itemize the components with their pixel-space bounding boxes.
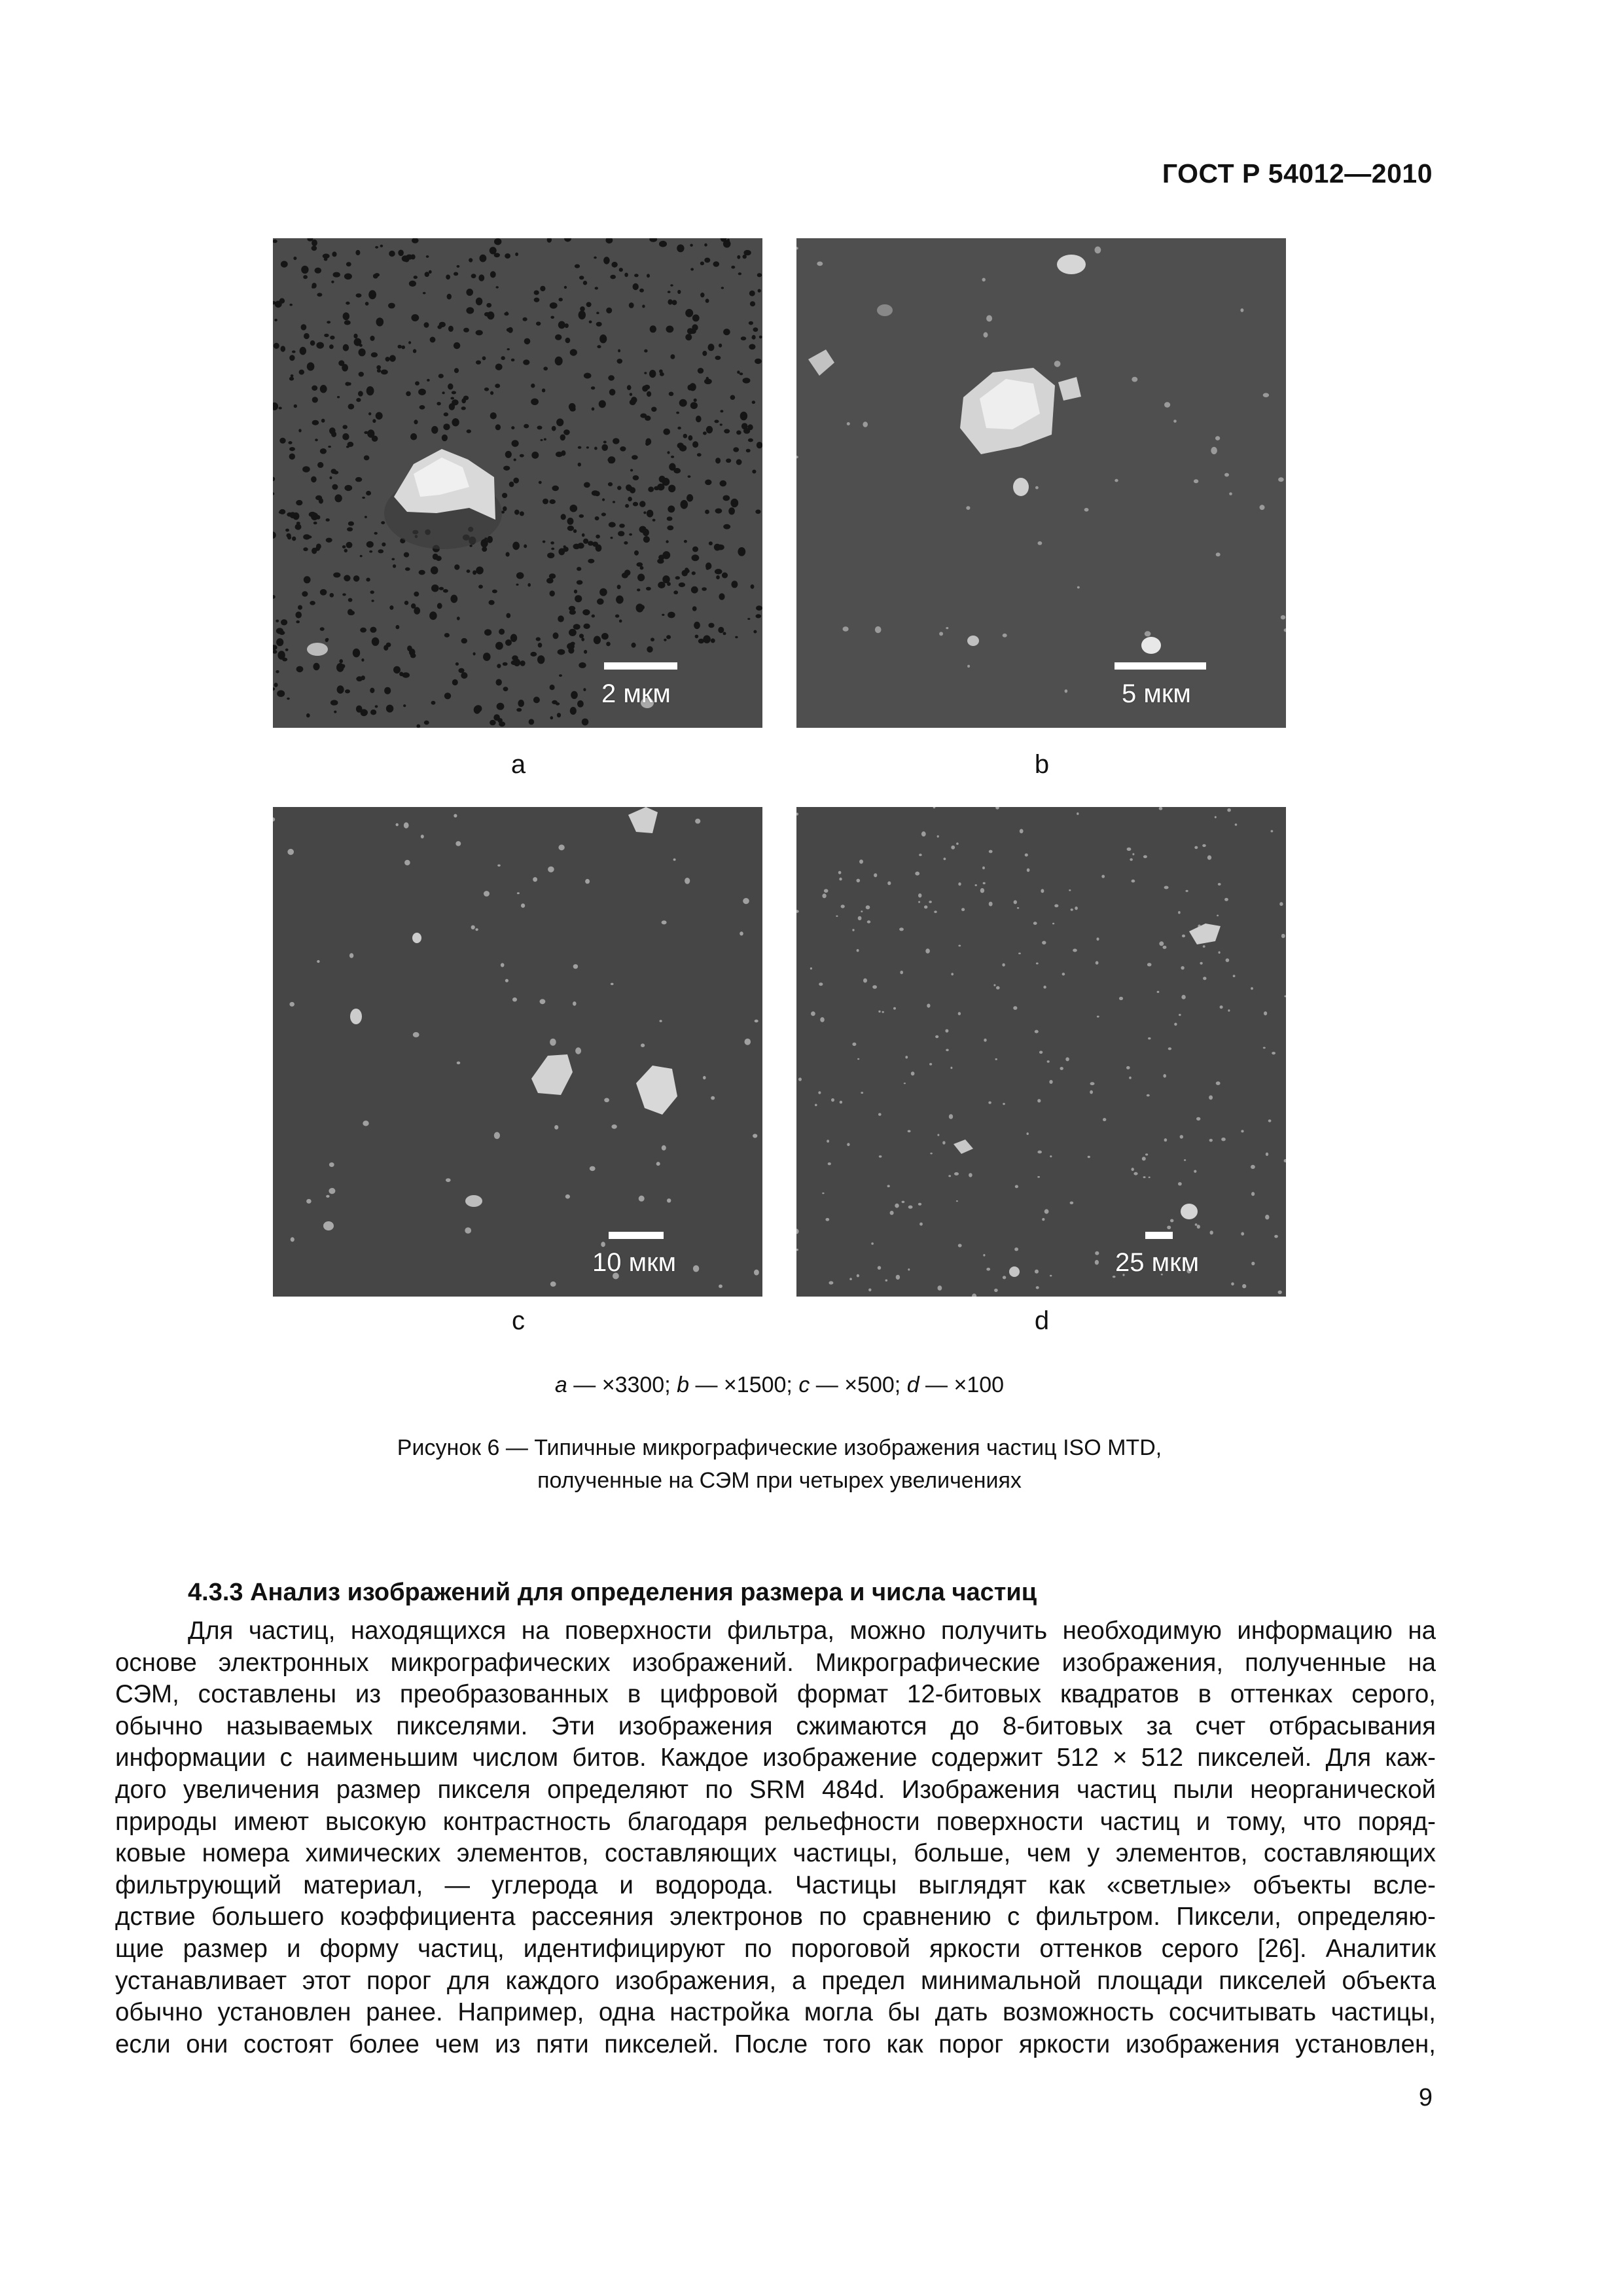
figure-caption-line1: Рисунок 6 — Типичные микрографические изображения частиц ISO MTD, xyxy=(397,1435,1162,1460)
page-number: 9 xyxy=(1418,2084,1433,2111)
micrograph-c-image xyxy=(273,807,762,1297)
figure-caption-line2: полученные на СЭМ при четырех увеличениях xyxy=(537,1468,1022,1493)
micrograph-c xyxy=(273,807,762,1297)
paragraph-line: обычно установлен ранее. Например, одна настройка могла бы дать возможность сосчитывать частицы, xyxy=(115,1998,1436,2027)
scale-bar-a xyxy=(604,662,677,670)
scale-label-a: 2 мкм xyxy=(601,679,671,708)
mag-a-value: — ×3300; xyxy=(567,1372,677,1397)
panel-label-c: c xyxy=(512,1306,525,1335)
micrograph-b-image xyxy=(796,238,1286,728)
paragraph-line: информации с наименьшим числом битов. Каждое изображение содержит 512 × 512 пикселей. Для каж- xyxy=(115,1744,1436,1772)
figure-caption xyxy=(273,1431,1286,1497)
mag-b-value: — ×1500; xyxy=(689,1372,799,1397)
micrograph-d xyxy=(796,807,1286,1297)
paragraph-line: основе электронных микрографических изображений. Микрографические изображения, полученные на xyxy=(115,1648,1436,1677)
paragraph-line: ковые номера химических элементов, составляющих частицы, больше, чем у элементов, составляющих xyxy=(115,1839,1436,1868)
micrograph-a xyxy=(273,238,762,728)
paragraph-line: СЭМ, составлены из преобразованных в цифровой формат 12-битовых квадратов в оттенках серого, xyxy=(115,1680,1436,1709)
paragraph-line: устанавливает этот порог для каждого изображения, а предел минимальной площади пикселей объекта xyxy=(115,1966,1436,1995)
scale-bar-b xyxy=(1115,662,1206,670)
section-title: Анализ изображений для определения размера и числа частиц xyxy=(250,1579,1037,1606)
micrograph-d-image xyxy=(796,807,1286,1297)
paragraph-line: если они состоят более чем из пяти пикселей. После того как порог яркости изображения установлен, xyxy=(115,2030,1436,2058)
paragraph-line: природы имеют высокую контрастность благодаря рельефности поверхности частиц и тому, что поряд- xyxy=(115,1807,1436,1836)
micrograph-a-image xyxy=(273,238,762,728)
micrograph-b xyxy=(796,238,1286,728)
paragraph-line: Для частиц, находящихся на поверхности фильтра, можно получить необходимую информацию на xyxy=(188,1617,1436,1645)
mag-d-letter: d xyxy=(906,1372,919,1397)
scale-label-d: 25 мкм xyxy=(1115,1248,1200,1277)
paragraph-line: обычно называемых пикселями. Эти изображения сжимаются до 8-битовых за счет отбрасывания xyxy=(115,1712,1436,1740)
standard-header: ГОСТ Р 54012—2010 xyxy=(1162,158,1433,188)
mag-b-letter: b xyxy=(677,1372,690,1397)
paragraph-line: дствие большего коэффициента рассеяния электронов по сравнению с фильтром. Пиксели, определяю- xyxy=(115,1903,1436,1931)
paragraph-line: дого увеличения размер пикселя определяют по SRM 484d. Изображения частиц пыли неорганической xyxy=(115,1775,1436,1804)
paragraph-line: фильтрующий материал, — углерода и водорода. Частицы выглядят как «светлые» объекты всле- xyxy=(115,1871,1436,1899)
magnification-legend xyxy=(273,1372,1286,1398)
mag-c-value: — ×500; xyxy=(810,1372,907,1397)
scale-bar-c xyxy=(609,1232,664,1239)
mag-a-letter: a xyxy=(554,1372,567,1397)
scale-label-b: 5 мкм xyxy=(1122,679,1191,708)
mag-c-letter: c xyxy=(798,1372,810,1397)
section-heading xyxy=(188,1579,1037,1607)
mag-d-value: — ×100 xyxy=(919,1372,1005,1397)
panel-label-d: d xyxy=(1034,1306,1050,1335)
scale-label-c: 10 мкм xyxy=(592,1248,677,1277)
scale-bar-d xyxy=(1145,1232,1173,1239)
panel-label-b: b xyxy=(1034,750,1050,779)
panel-label-a: a xyxy=(510,750,526,779)
section-body xyxy=(115,1615,1436,2060)
paragraph-line: щие размер и форму частиц, идентифицируют по пороговой яркости оттенков серого [26]. Аналитик xyxy=(115,1934,1436,1963)
section-number: 4.3.3 xyxy=(188,1579,243,1606)
